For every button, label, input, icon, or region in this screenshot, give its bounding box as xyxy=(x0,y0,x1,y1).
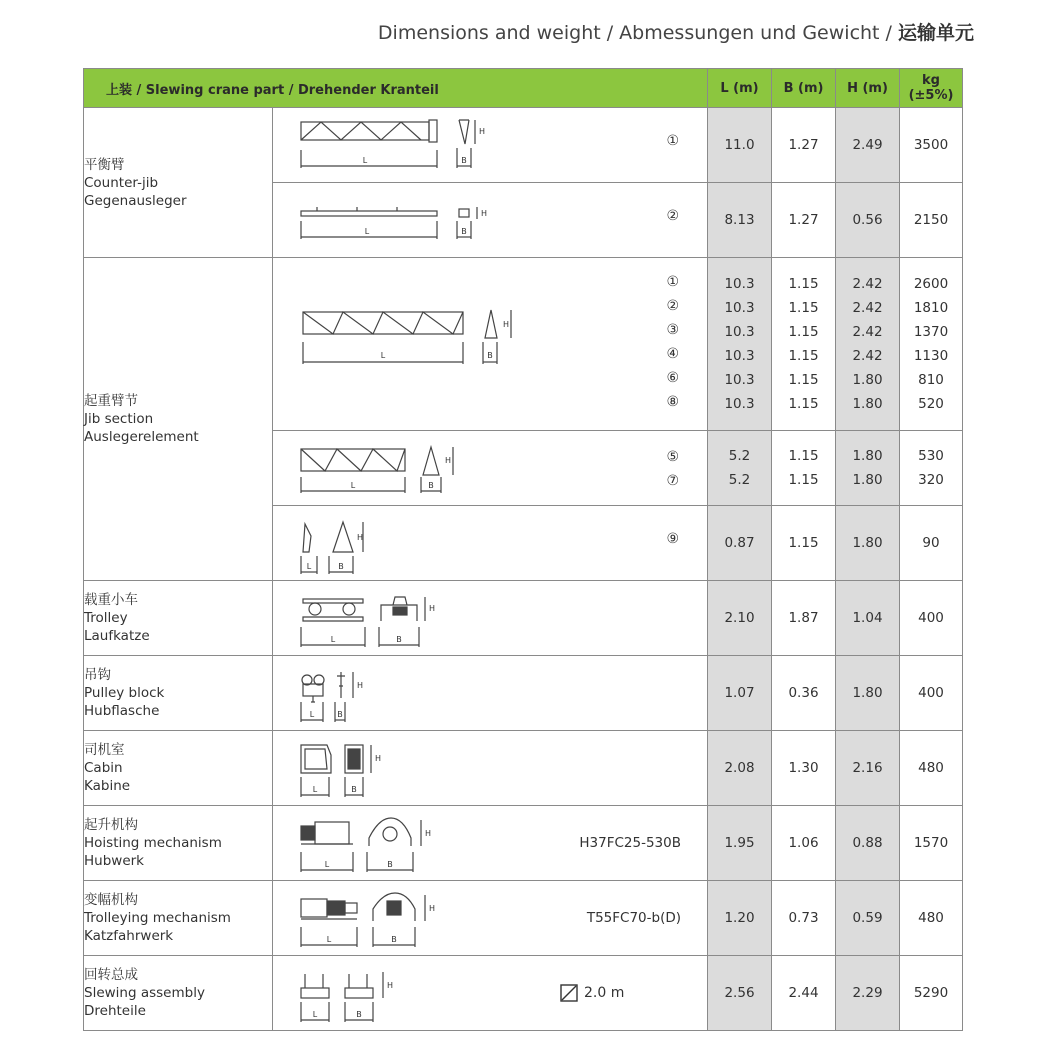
jib-c-B: 1.15 xyxy=(772,506,836,581)
table-row xyxy=(84,656,963,731)
header-B: B (m) xyxy=(772,69,836,108)
jib-name: 起重臂节 Jib section Auslegerelement xyxy=(84,258,273,581)
spec-table xyxy=(83,68,963,1031)
trolleying-drawing xyxy=(297,891,447,951)
cabin-drawing-cell xyxy=(273,731,708,806)
trolleying-drawing-cell xyxy=(273,881,708,956)
trolleying-B: 0.73 xyxy=(772,881,836,956)
counterjib-2-L: 8.13 xyxy=(708,183,772,258)
page-title-en: Dimensions and weight / Abmessungen und Gewicht / xyxy=(377,22,898,44)
cabin-L: 2.08 xyxy=(708,731,772,806)
hoist-L: 1.95 xyxy=(708,806,772,881)
jib-b-kg: 530 320 xyxy=(900,431,963,506)
svg-text:L: L xyxy=(326,935,332,944)
trolley-kg: 400 xyxy=(900,581,963,656)
jib-b-L: 5.2 5.2 xyxy=(708,431,772,506)
slewing-drawing-cell xyxy=(273,956,708,1031)
trolley-B: 1.87 xyxy=(772,581,836,656)
cabin-kg: 480 xyxy=(900,731,963,806)
svg-text:B: B xyxy=(461,156,467,165)
page-title xyxy=(378,18,974,45)
cabin-H: 2.16 xyxy=(836,731,900,806)
header-H: H (m) xyxy=(836,69,900,108)
jib-a-kg: 2600 1810 1370 1130 810 520 xyxy=(900,258,963,431)
jib-c-L: 0.87 xyxy=(708,506,772,581)
jib-c-drawing xyxy=(297,516,407,576)
slewing-H: 2.29 xyxy=(836,956,900,1031)
jib-a-numbers: ① ② ③ ④ ⑥ ⑧ xyxy=(666,274,679,410)
svg-text:H: H xyxy=(429,904,436,913)
slewing-name: 回转总成 Slewing assembly Drehteile xyxy=(84,956,273,1031)
trolleying-name: 变幅机构 Trolleying mechanism Katzfahrwerk xyxy=(84,881,273,956)
trolleying-kg: 480 xyxy=(900,881,963,956)
counterjib-2-B: 1.27 xyxy=(772,183,836,258)
trolley-name: 载重小车 Trolley Laufkatze xyxy=(84,581,273,656)
slewing-diagonal xyxy=(560,984,624,1002)
jib-a-L: 10.3 10.3 10.3 10.3 10.3 10.3 xyxy=(708,258,772,431)
jib-a-H: 2.42 2.42 2.42 2.42 1.80 1.80 xyxy=(836,258,900,431)
table-row xyxy=(84,731,963,806)
svg-text:L: L xyxy=(306,562,312,571)
svg-text:L: L xyxy=(324,860,330,869)
svg-text:B: B xyxy=(337,710,343,719)
header-row xyxy=(84,69,963,108)
jib-b-drawing xyxy=(297,443,477,498)
table-row xyxy=(84,956,963,1031)
counterjib-2-drawing-cell xyxy=(273,183,708,258)
trolleying-L: 1.20 xyxy=(708,881,772,956)
svg-text:L: L xyxy=(309,710,315,719)
cabin-B: 1.30 xyxy=(772,731,836,806)
slewing-B: 2.44 xyxy=(772,956,836,1031)
hoist-B: 1.06 xyxy=(772,806,836,881)
jib-c-drawing-cell xyxy=(273,506,708,581)
slewing-kg: 5290 xyxy=(900,956,963,1031)
counterjib-1-kg: 3500 xyxy=(900,108,963,183)
trolley-drawing xyxy=(297,591,447,651)
hoist-kg: 1570 xyxy=(900,806,963,881)
pulley-drawing xyxy=(297,666,397,726)
counterjib-1-drawing xyxy=(297,116,486,176)
slewing-diagonal-value: 2.0 m xyxy=(584,985,625,1001)
counterjib-1-drawing-cell xyxy=(273,108,708,183)
svg-text:B: B xyxy=(396,635,402,644)
svg-text:B: B xyxy=(487,351,493,360)
slewing-L: 2.56 xyxy=(708,956,772,1031)
pulley-kg: 400 xyxy=(900,656,963,731)
svg-text:B: B xyxy=(428,481,434,490)
svg-text:B: B xyxy=(338,562,344,571)
trolley-H: 1.04 xyxy=(836,581,900,656)
hoist-drawing-cell xyxy=(273,806,708,881)
cabin-name: 司机室 Cabin Kabine xyxy=(84,731,273,806)
counterjib-2-H: 0.56 xyxy=(836,183,900,258)
table-row xyxy=(84,806,963,881)
trolleying-H: 0.59 xyxy=(836,881,900,956)
svg-text:H: H xyxy=(445,456,452,465)
svg-text:B: B xyxy=(461,227,467,236)
jib-b-B: 1.15 1.15 xyxy=(772,431,836,506)
counterjib-1-number: ① xyxy=(666,133,679,149)
pulley-L: 1.07 xyxy=(708,656,772,731)
cabin-drawing xyxy=(297,741,397,801)
svg-text:B: B xyxy=(391,935,397,944)
header-kg: kg (±5%) xyxy=(900,69,963,108)
counterjib-2-drawing xyxy=(297,201,497,246)
jib-c-H: 1.80 xyxy=(836,506,900,581)
hoist-model: H37FC25-530B xyxy=(579,835,681,851)
hoist-name: 起升机构 Hoisting mechanism Hubwerk xyxy=(84,806,273,881)
svg-text:L: L xyxy=(330,635,336,644)
svg-text:B: B xyxy=(387,860,393,869)
jib-b-drawing-cell xyxy=(273,431,708,506)
svg-text:H: H xyxy=(425,829,432,838)
counterjib-1-L: 11.0 xyxy=(708,108,772,183)
jib-c-kg: 90 xyxy=(900,506,963,581)
svg-text:H: H xyxy=(479,127,486,136)
counterjib-name: 平衡臂 Counter-jib Gegenausleger xyxy=(84,108,273,258)
svg-text:B: B xyxy=(351,785,357,794)
diagonal-size-icon xyxy=(560,984,578,1002)
pulley-B: 0.36 xyxy=(772,656,836,731)
counterjib-1-H: 2.49 xyxy=(836,108,900,183)
svg-text:H: H xyxy=(429,604,436,613)
jib-a-B: 1.15 1.15 1.15 1.15 1.15 1.15 xyxy=(772,258,836,431)
svg-text:L: L xyxy=(362,156,368,165)
svg-text:H: H xyxy=(481,209,488,218)
jib-a-drawing xyxy=(299,306,539,376)
pulley-name: 吊钩 Pulley block Hubflasche xyxy=(84,656,273,731)
counterjib-1-B: 1.27 xyxy=(772,108,836,183)
svg-text:L: L xyxy=(380,351,386,360)
header-part: 上装 / Slewing crane part / Drehender Kranteil xyxy=(84,69,708,108)
table-row xyxy=(84,108,963,183)
jib-a-drawing-cell xyxy=(273,258,708,431)
counterjib-2-kg: 2150 xyxy=(900,183,963,258)
jib-b-H: 1.80 1.80 xyxy=(836,431,900,506)
svg-text:L: L xyxy=(350,481,356,490)
jib-b-numbers: ⑤ ⑦ xyxy=(666,449,679,489)
hoist-drawing xyxy=(297,816,447,876)
slewing-drawing xyxy=(297,966,417,1026)
table-row xyxy=(84,258,963,431)
svg-text:H: H xyxy=(375,754,382,763)
svg-text:L: L xyxy=(312,1010,318,1019)
pulley-drawing-cell xyxy=(273,656,708,731)
svg-text:H: H xyxy=(387,981,394,990)
svg-text:L: L xyxy=(364,227,370,236)
counterjib-2-number: ② xyxy=(666,208,679,224)
trolleying-model: T55FC70-b(D) xyxy=(586,910,681,926)
jib-c-number: ⑨ xyxy=(666,531,679,547)
table-row xyxy=(84,581,963,656)
svg-text:L: L xyxy=(312,785,318,794)
svg-text:H: H xyxy=(357,533,364,542)
table-row xyxy=(84,881,963,956)
svg-text:H: H xyxy=(357,681,364,690)
hoist-H: 0.88 xyxy=(836,806,900,881)
svg-text:B: B xyxy=(356,1010,362,1019)
trolley-L: 2.10 xyxy=(708,581,772,656)
page-title-cn: 运输单元 xyxy=(897,22,974,44)
pulley-H: 1.80 xyxy=(836,656,900,731)
svg-text:H: H xyxy=(503,320,510,329)
trolley-drawing-cell xyxy=(273,581,708,656)
header-L: L (m) xyxy=(708,69,772,108)
